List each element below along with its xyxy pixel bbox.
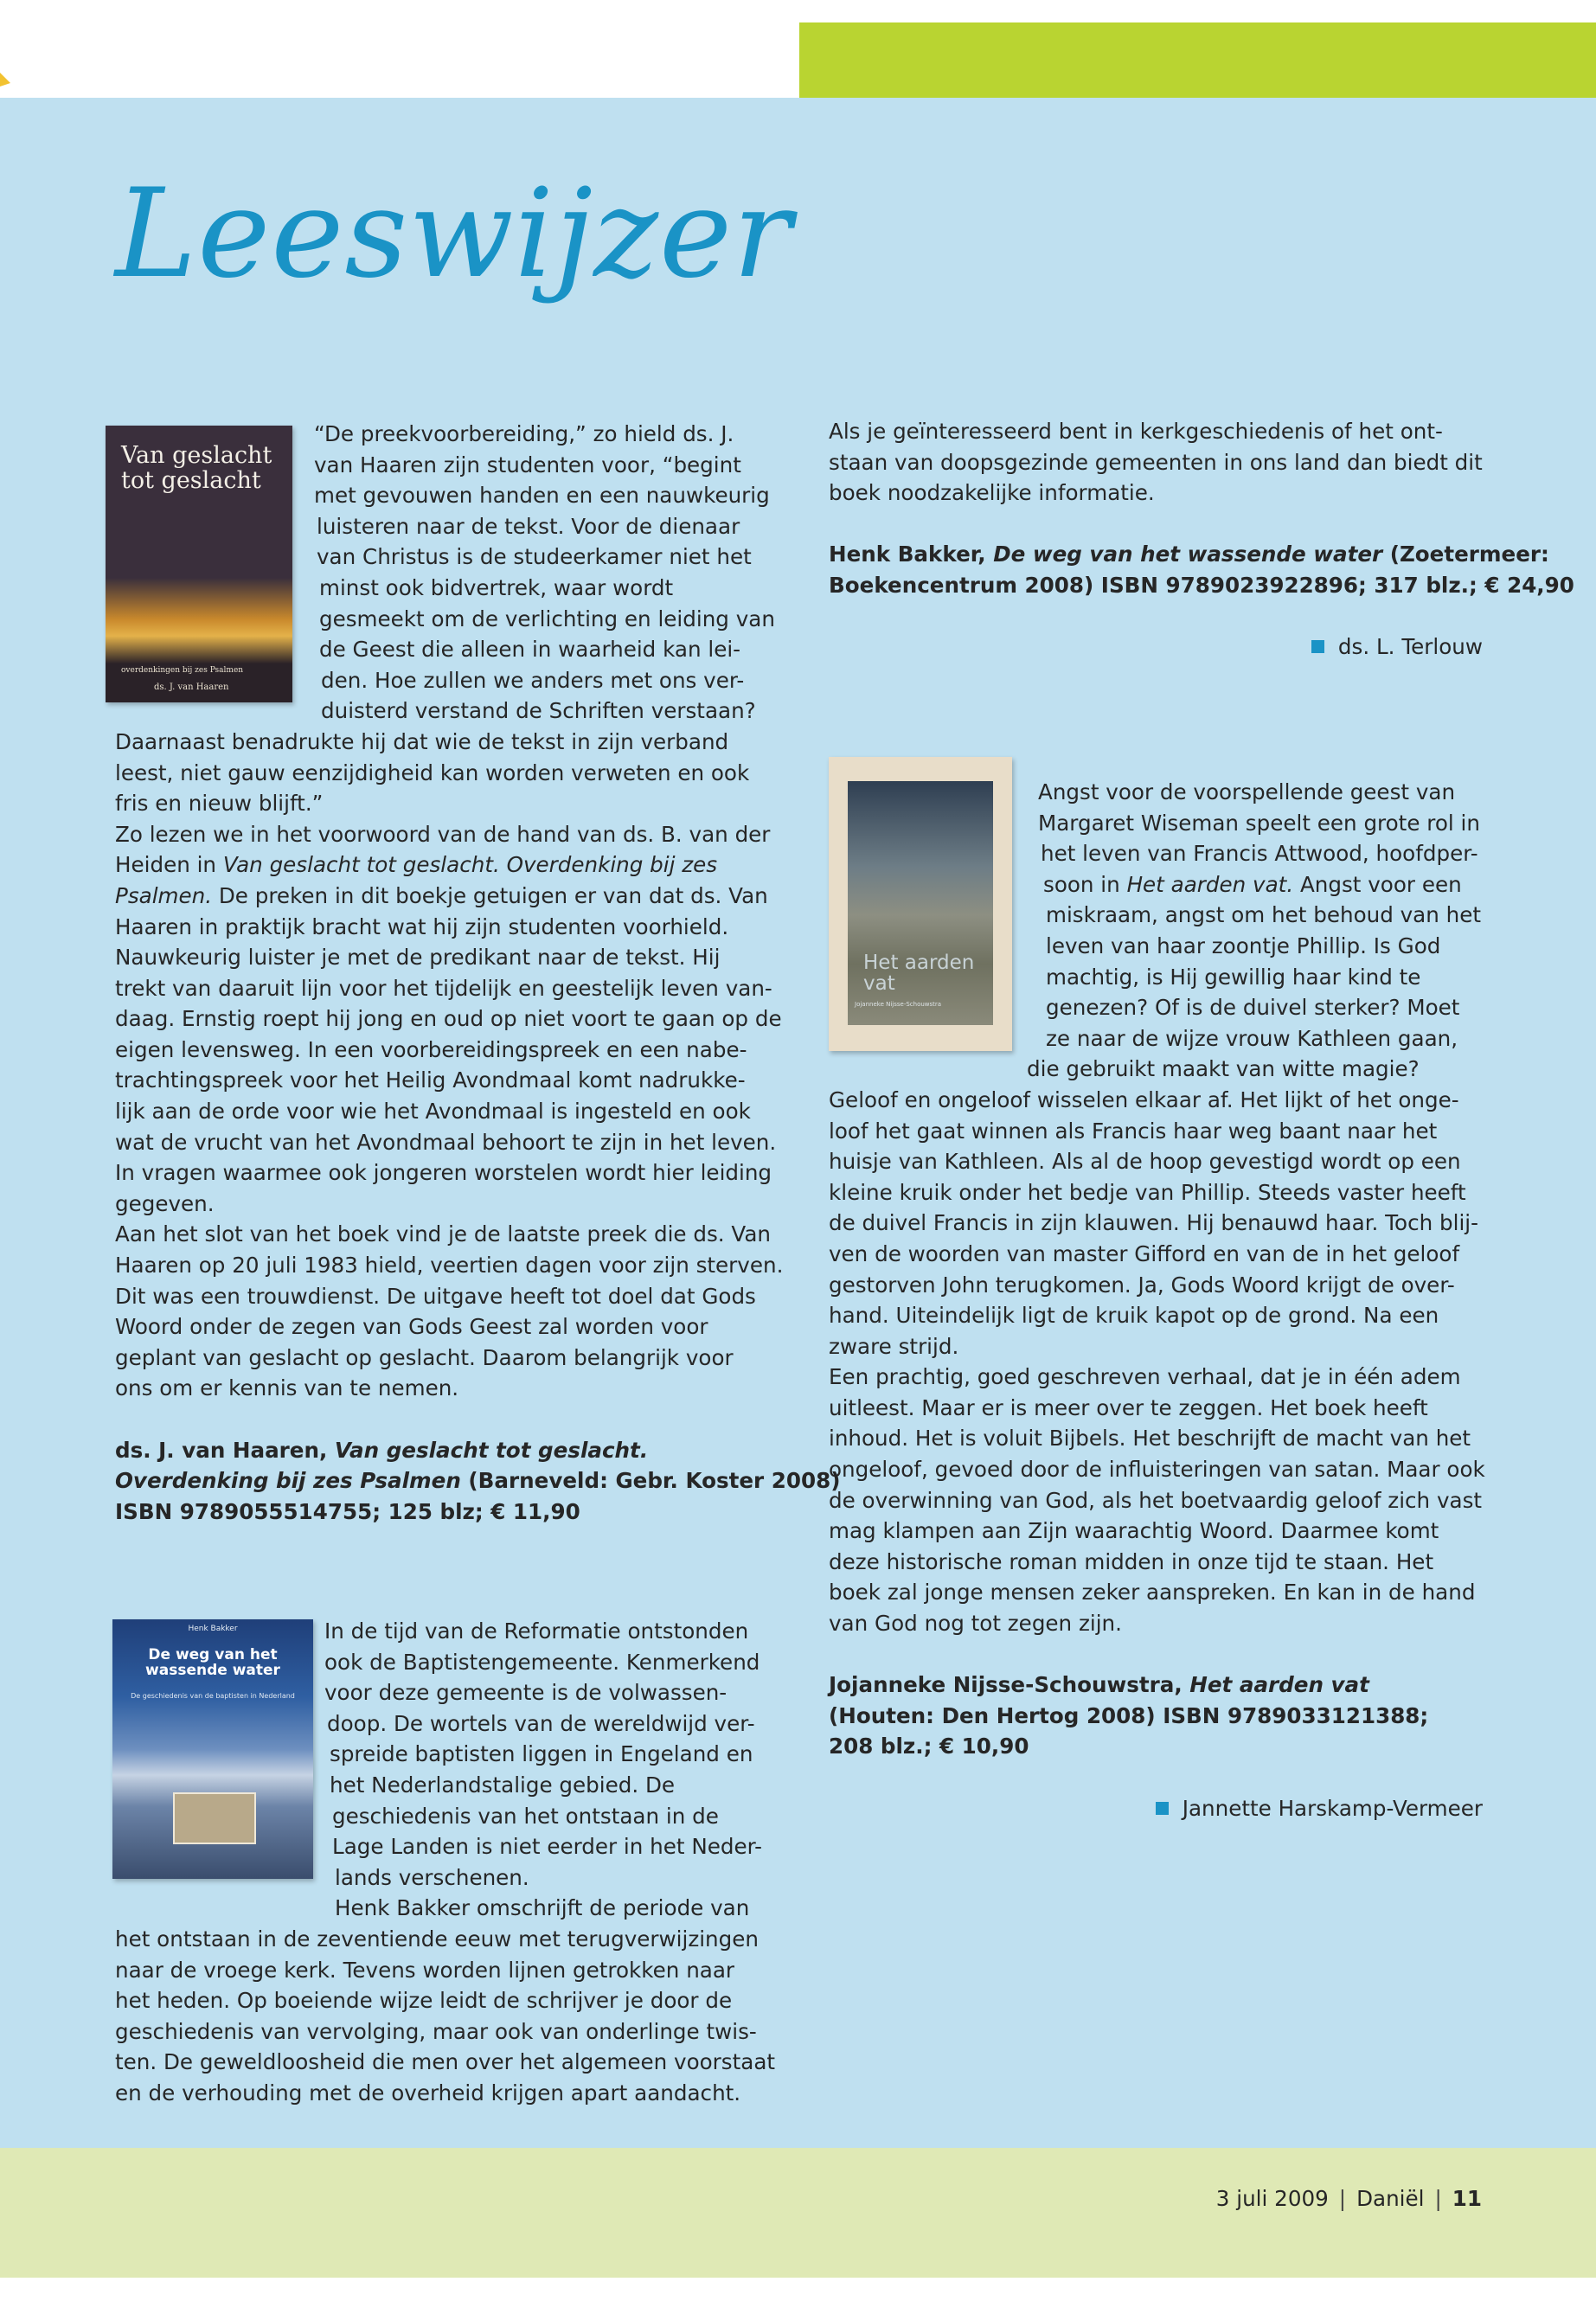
top-green-bar xyxy=(799,22,1596,98)
spacer xyxy=(829,601,1483,632)
citation-line: Boekencentrum 2008) ISBN 9789023922896; 317 blz.; € 24,90 xyxy=(829,572,1574,598)
cover-title: Van geslacht tot geslacht xyxy=(121,442,272,494)
text-line: gesmeekt om de verlichting en leiding van xyxy=(319,606,775,631)
text-line: fris en nieuw blijft.” xyxy=(115,791,324,817)
text-line: lands verschenen. xyxy=(335,1864,529,1890)
reviewer-name: Jannette Harskamp-Vermeer xyxy=(1182,1795,1483,1821)
text-line: mag klampen aan Zijn waarachtig Woord. Daarmee komt xyxy=(829,1518,1439,1544)
text-line: machtig, is Hij gewillig haar kind te xyxy=(1046,964,1421,990)
review-van-geslacht xyxy=(115,419,841,1527)
footer-separator: | xyxy=(1434,2186,1442,2211)
text-line: Als je geïnteresseerd bent in kerkgeschiedenis of het ont- xyxy=(829,419,1443,444)
text-line: Woord onder de zegen van Gods Geest zal worden voor xyxy=(115,1314,708,1340)
text-line: gegeven. xyxy=(115,1190,215,1216)
footer-band xyxy=(0,2148,1596,2278)
text-line: Haaren op 20 juli 1983 hield, veertien dagen voor zijn sterven. xyxy=(115,1253,784,1279)
text-line: Lage Landen is niet eerder in het Neder- xyxy=(332,1834,763,1860)
page-title: Leeswijzer xyxy=(115,163,792,305)
text-line: het leven van Francis Attwood, hoofdper- xyxy=(1041,841,1478,867)
text-line: leest, niet gauw eenzijdigheid kan worden verweten en ook xyxy=(115,760,750,785)
reviewer-signature xyxy=(829,631,1483,663)
square-bullet-icon xyxy=(1311,640,1324,653)
citation-title: Overdenking bij zes Psalmen xyxy=(115,1468,461,1494)
text-line: de Geest die alleen in waarheid kan lei- xyxy=(319,637,741,663)
text-line: ons om er kennis van te nemen. xyxy=(115,1375,459,1401)
text-line: minst ook bidvertrek, waar wordt xyxy=(319,574,674,600)
citation-author: Jojanneke Nijsse-Schouwstra, xyxy=(829,1672,1190,1698)
citation-title: Van geslacht tot geslacht. xyxy=(334,1437,649,1463)
text-line: wat de vrucht van het Avondmaal behoort te zijn in het leven. xyxy=(115,1129,777,1155)
page-number: 11 xyxy=(1452,2186,1482,2211)
text-line: ongeloof, gevoed door de influisteringen van satan. Maar ook xyxy=(829,1457,1485,1483)
review-wrap-lines xyxy=(115,419,781,727)
spacer xyxy=(829,1639,1483,1670)
text-line: spreide baptisten liggen in Engeland en xyxy=(330,1741,753,1767)
citation-author: Henk Bakker, xyxy=(829,542,994,567)
text-run: De preken in dit boekje getuigen er van dat ds. Van xyxy=(212,882,768,908)
text-line: genezen? Of is de duivel sterker? Moet xyxy=(1046,995,1460,1021)
text-line: “De preekvoorbereiding,” zo hield ds. J. xyxy=(314,421,734,446)
magazine-name: Daniël xyxy=(1356,2186,1425,2211)
text-line: leven van haar zoontje Phillip. Is God xyxy=(1046,933,1441,958)
cover-subtitle-text: De geschiedenis van de baptisten in Nederland xyxy=(131,1692,295,1700)
text-line: en de verhouding met de overheid krijgen apart aandacht. xyxy=(115,2080,741,2106)
text-line: Henk Bakker omschrijft de periode van xyxy=(335,1895,750,1921)
review-weg-wassende-water xyxy=(115,1616,781,2109)
reviewer-name: ds. L. Terlouw xyxy=(1337,634,1483,660)
text-line: Een prachtig, goed geschreven verhaal, dat je in één adem xyxy=(829,1364,1461,1390)
spacer xyxy=(829,509,1483,540)
cover-subtitle: overdenkingen bij zes Psalmen xyxy=(121,666,244,675)
square-bullet-icon xyxy=(1156,1802,1169,1815)
text-line: geschiedenis van het ontstaan in de xyxy=(332,1803,719,1829)
text-line-with-title xyxy=(115,881,781,912)
citation-title: De weg van het wassende water xyxy=(993,542,1383,567)
text-line: In vragen waarmee ook jongeren worstelen wordt hier leiding xyxy=(115,1160,772,1186)
text-line: boek zal jonge mensen zeker aanspreken. En kan in de hand xyxy=(829,1580,1476,1606)
text-line: geplant van geslacht op geslacht. Daarom belangrijk voor xyxy=(115,1344,734,1370)
text-line: Geloof en ongeloof wisselen elkaar af. Het lijkt of het onge- xyxy=(829,1086,1459,1112)
citation-title: Het aarden vat xyxy=(1189,1672,1369,1698)
page-footer xyxy=(1216,2186,1482,2211)
text-run: Angst voor een xyxy=(1293,871,1462,897)
text-line: van God nog tot zegen zijn. xyxy=(829,1611,1122,1637)
text-line: trekt van daaruit lijn voor het tijdelijk en geestelijk leven van- xyxy=(115,975,772,1001)
text-line: van Christus is de studeerkamer niet het xyxy=(317,544,752,570)
text-line: luisteren naar de tekst. Voor de dienaar xyxy=(317,513,740,539)
text-line: huisje van Kathleen. Als al de hoop gevestigd wordt op een xyxy=(829,1149,1461,1175)
text-line: het Nederlandstalige gebied. De xyxy=(330,1772,676,1798)
cover-author: ds. J. van Haaren xyxy=(154,683,229,692)
text-line: den. Hoe zullen we anders met ons ver- xyxy=(321,667,745,693)
text-line: Angst voor de voorspellende geest van xyxy=(1038,779,1456,804)
text-line: deze historische roman midden in onze tijd te staan. Het xyxy=(829,1548,1434,1574)
text-line-with-title xyxy=(115,849,781,881)
text-line: daag. Ernstig roept hij jong en oud op niet voort te gaan op de xyxy=(115,1006,782,1032)
spacer xyxy=(829,1762,1483,1793)
text-line: Margaret Wiseman speelt een grote rol in xyxy=(1038,810,1480,836)
text-line: ook de Baptistengemeente. Kenmerkend xyxy=(324,1649,760,1675)
citation-isbn: ISBN 9789055514755; 125 blz; € 11,90 xyxy=(115,1498,580,1524)
citation-line xyxy=(829,539,1549,570)
text-run: soon in xyxy=(1043,871,1127,897)
text-line: Zo lezen we in het voorwoord van de hand van ds. B. van der xyxy=(115,821,771,847)
text-line: miskraam, angst om het behoud van het xyxy=(1046,902,1482,928)
text-line: inhoud. Het is voluit Bijbels. Het beschrijft de macht van het xyxy=(829,1426,1471,1452)
text-line: staan van doopsgezinde gemeenten in ons land dan biedt dit xyxy=(829,449,1483,475)
text-line: lijk aan de orde voor wie het Avondmaal is ingesteld en ook xyxy=(115,1099,751,1125)
cover-title: Het aarden vat xyxy=(863,952,975,995)
text-line: duisterd verstand de Schriften verstaan? xyxy=(321,698,756,724)
reviewer-signature xyxy=(829,1793,1483,1824)
text-line: Haaren in praktijk bracht wat hij zijn studenten voorhield. xyxy=(115,913,729,939)
spacer xyxy=(115,1404,781,1435)
footer-separator: | xyxy=(1338,2186,1347,2211)
text-line: zware strijd. xyxy=(829,1333,959,1359)
text-line: hand. Uiteindelijk ligt de kruik kapot op de grond. Na een xyxy=(829,1303,1439,1329)
text-line-with-title xyxy=(1043,869,1483,901)
text-line: Aan het slot van het boek vind je de laatste preek die ds. Van xyxy=(115,1221,771,1247)
text-line: Dit was een trouwdienst. De uitgave heeft tot doel dat Gods xyxy=(115,1283,756,1309)
text-line: de duivel Francis in zijn klauwen. Hij benauwd haar. Toch blij- xyxy=(829,1210,1478,1236)
bottom-margin xyxy=(0,2278,1596,2301)
citation-line xyxy=(115,1465,841,1497)
text-line: het ontstaan in de zeventiende eeuw met terugverwijzingen xyxy=(115,1926,759,1952)
cover-author: Henk Bakker xyxy=(188,1625,238,1633)
text-line: met gevouwen handen en een nauwkeurig xyxy=(314,483,770,509)
citation-publisher: (Zoetermeer: xyxy=(1382,542,1549,567)
issue-date: 3 juli 2009 xyxy=(1215,2186,1329,2211)
text-line: ten. De geweldloosheid die men over het algemeen voorstaat xyxy=(115,2049,776,2075)
review-het-aarden-vat xyxy=(829,777,1483,1823)
cover-subtitle: Jojanneke Nijsse-Schouwstra xyxy=(855,1001,942,1008)
text-line: van Haaren zijn studenten voor, “begint xyxy=(314,452,741,478)
book-citation xyxy=(829,539,1574,600)
text-line: trachtingspreek voor het Heilig Avondmaal komt nadrukke- xyxy=(115,1067,746,1093)
citation-line xyxy=(115,1435,781,1466)
text-line: Daarnaast benadrukte hij dat wie de tekst in zijn verband xyxy=(115,728,729,754)
citation-author: ds. J. van Haaren, xyxy=(115,1437,335,1463)
text-line: doop. De wortels van de wereldwijd ver- xyxy=(327,1710,755,1736)
text-line: In de tijd van de Reformatie ontstonden xyxy=(324,1618,749,1644)
text-run: Heiden in xyxy=(115,852,223,878)
text-line: gestorven John terugkomen. Ja, Gods Woord krijgt de over- xyxy=(829,1272,1455,1298)
text-line: ze naar de wijze vrouw Kathleen gaan, xyxy=(1046,1025,1458,1051)
citation-line xyxy=(829,1670,1483,1701)
text-line: die gebruikt maakt van witte magie? xyxy=(1027,1056,1420,1082)
text-line: de overwinning van God, als het boetvaardig geloof zich vast xyxy=(829,1487,1483,1513)
corner-mark-icon xyxy=(0,67,16,93)
text-line: uitleest. Maar er is meer over te zeggen. Het boek heeft xyxy=(829,1394,1428,1420)
book-citation xyxy=(829,1670,1483,1762)
text-line: boek noodzakelijke informatie. xyxy=(829,480,1155,506)
citation-line: 208 blz.; € 10,90 xyxy=(829,1734,1029,1759)
text-line: het heden. Op boeiende wijze leidt de schrijver je door de xyxy=(115,1988,733,2014)
citation-publisher: (Barneveld: Gebr. Koster 2008) xyxy=(460,1468,841,1494)
cover-title-text: De weg van het wassende water xyxy=(145,1646,280,1679)
text-line: loof het gaat winnen als Francis haar weg baant naar het xyxy=(829,1118,1438,1144)
text-line: geschiedenis van vervolging, maar ook van onderlinge twis- xyxy=(115,2018,757,2044)
text-line: kleine kruik onder het bedje van Phillip. Steeds vaster heeft xyxy=(829,1179,1466,1205)
text-line: Nauwkeurig luister je met de predikant naar de tekst. Hij xyxy=(115,945,721,971)
text-line: eigen levensweg. In een voorbereidingspreek en een nabe- xyxy=(115,1036,747,1062)
book-title-italic: Het aarden vat. xyxy=(1126,871,1294,897)
review-weg-wassende-water-continued xyxy=(829,416,1574,663)
book-citation xyxy=(115,1435,841,1528)
text-line: ven de woorden van master Gifford en van de in het geloof xyxy=(829,1240,1460,1266)
text-line: voor deze gemeente is de volwassen- xyxy=(324,1680,727,1706)
book-title-italic: Psalmen. xyxy=(115,882,213,908)
citation-line: (Houten: Den Hertog 2008) ISBN 9789033121388; xyxy=(829,1702,1429,1728)
book-title-italic: Van geslacht tot geslacht. Overdenking bij zes xyxy=(222,852,718,878)
text-line: naar de vroege kerk. Tevens worden lijnen getrokken naar xyxy=(115,1957,735,1983)
